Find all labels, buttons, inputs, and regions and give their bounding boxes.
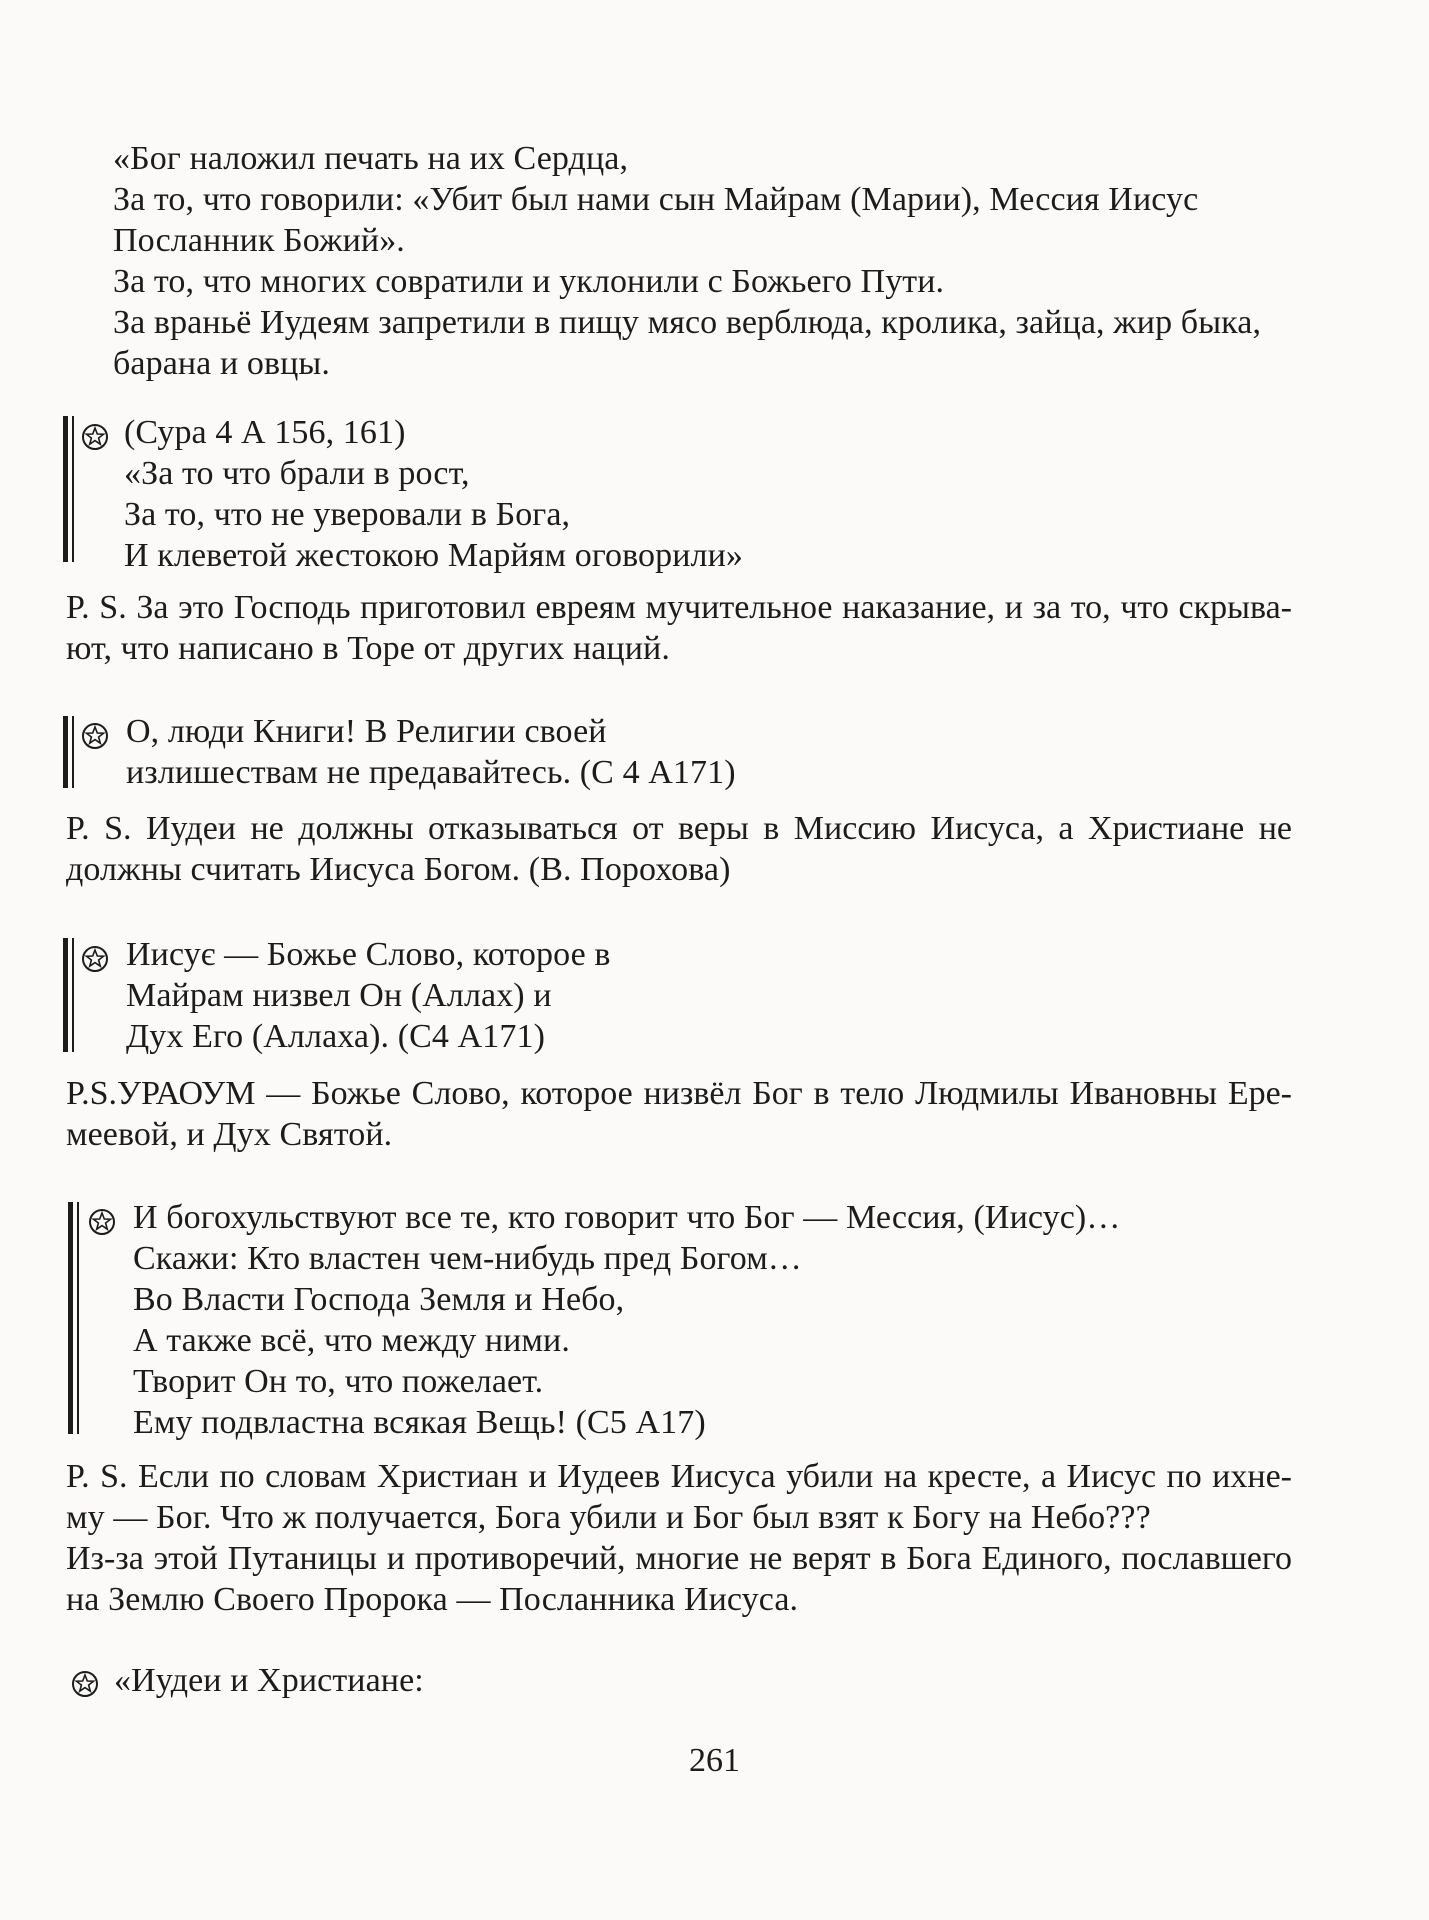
ps-line: P. S. За это Господь приготовил евреям мучительное наказание, и за то, что скрыва- — [66, 589, 1292, 626]
quote-bar-thin — [72, 938, 74, 1052]
quote-line: Во Власти Господа Земля и Небо, — [133, 1281, 625, 1318]
intro-line: За то, что многих совратили и уклонили с Божьего Пути. — [113, 263, 945, 300]
quote-line: Ему подвластна всякая Вещь! (С5 А17) — [133, 1404, 706, 1441]
quote-line: «За то что брали в рост, — [124, 455, 470, 492]
ps-line: Из-за этой Путаницы и противоречий, многие не верят в Бога Единого, пославшего — [66, 1540, 1292, 1577]
intro-line: За то, что говорили: «Убит был нами сын Майрам (Марии), Мессия Иисус — [113, 181, 1199, 218]
quote-line: И клеветой жестокою Марйям оговорили» — [124, 537, 744, 574]
intro-line: За враньё Иудеям запретили в пищу мясо верблюда, кролика, зайца, жир быка, — [113, 304, 1262, 341]
quote-line: О, люди Книги! В Религии своей — [126, 713, 607, 750]
quote-line: Творит Он то, что пожелает. — [133, 1363, 544, 1400]
quote-bar-thick — [63, 416, 68, 562]
star-in-circle-icon — [81, 423, 109, 451]
ps-line: му — Бог. Что ж получается, Бога убили и Бог был взят к Богу на Небо??? — [66, 1499, 1151, 1536]
quote-bar-thin — [77, 1202, 79, 1434]
ps-line: меевой, и Дух Святой. — [66, 1116, 393, 1153]
quote-line: (Сура 4 А 156, 161) — [124, 414, 406, 451]
quote-line: Иисує — Божье Слово, которое в — [126, 936, 611, 973]
star-in-circle-icon — [88, 1208, 116, 1236]
ps-line: P. S. Иудеи не должны отказываться от веры в Миссию Иисуса, а Христиане не — [66, 810, 1292, 847]
quote-bar-thick — [63, 716, 68, 788]
ps-line: P. S. Если по словам Христиан и Иудеев Иисуса убили на кресте, а Иисус по ихне- — [66, 1458, 1292, 1495]
intro-line: Посланник Божий». — [113, 222, 405, 259]
quote-bar-thick — [68, 1202, 73, 1434]
intro-line: «Бог наложил печать на их Сердца, — [113, 140, 629, 177]
ps-line: ют, что написано в Торе от других наций. — [66, 630, 670, 667]
ps-line: P.S.УРАОУМ — Божье Слово, которое низвёл Бог в тело Людмилы Ивановны Ере- — [66, 1075, 1292, 1112]
quote-bar-thin — [72, 416, 74, 562]
quote-line: Дух Его (Аллаха). (С4 А171) — [126, 1018, 546, 1055]
star-in-circle-icon — [81, 945, 109, 973]
quote-line: И богохульствуют все те, кто говорит что Бог — Мессия, (Иисус)… — [133, 1199, 1121, 1236]
star-in-circle-icon — [71, 1670, 99, 1698]
quote-bar-thick — [63, 938, 68, 1052]
ps-line: должны считать Иисуса Богом. (В. Порохова) — [66, 851, 731, 888]
quote-line: Скажи: Кто властен чем-нибудь пред Богом… — [133, 1240, 802, 1277]
quote-line: излишествам не предавайтесь. (С 4 А171) — [126, 754, 736, 791]
quote-line: Майрам низвел Он (Аллах) и — [126, 977, 552, 1014]
star-in-circle-icon — [81, 722, 109, 750]
ps-line: на Землю Своего Пророка — Посланника Иисуса. — [66, 1581, 799, 1618]
page-number: 261 — [689, 1742, 740, 1779]
quote-line: А также всё, что между ними. — [133, 1322, 570, 1359]
quote-line: За то, что не уверовали в Бога, — [124, 496, 571, 533]
quote-line: «Иудеи и Христиане: — [114, 1662, 424, 1699]
intro-line: барана и овцы. — [113, 345, 330, 382]
quote-bar-thin — [72, 716, 74, 788]
